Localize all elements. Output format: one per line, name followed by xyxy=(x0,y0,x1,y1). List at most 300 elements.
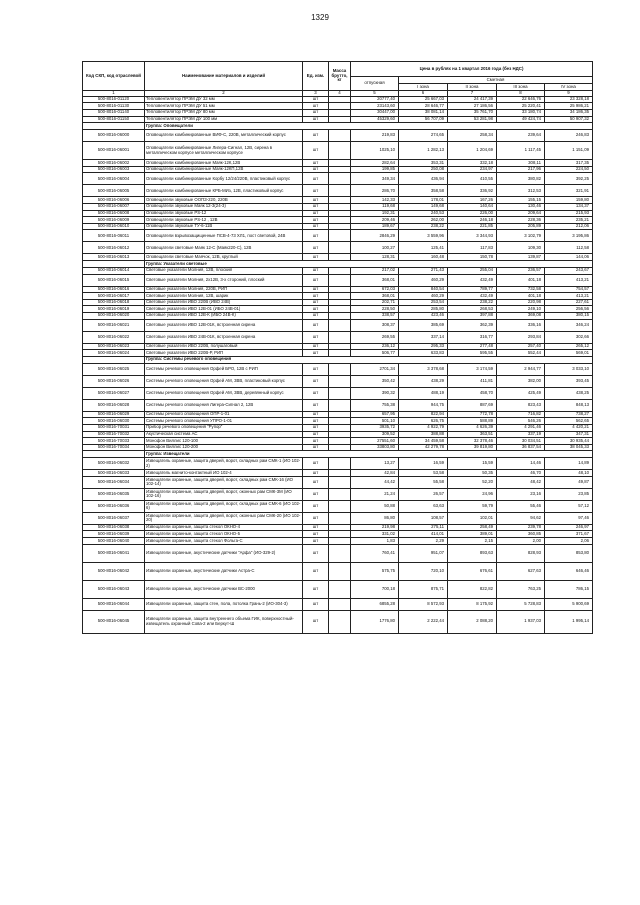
group-code-cell xyxy=(83,260,145,267)
item-price-zone2: 336,92 xyxy=(448,185,497,197)
item-unit: шт xyxy=(303,538,329,545)
item-price-zone2: 887,69 xyxy=(448,399,497,411)
item-unit: шт xyxy=(303,375,329,387)
item-price-zone2: 458,70 xyxy=(448,387,497,399)
item-unit: шт xyxy=(303,173,329,185)
item-price-zone1: 840,54 xyxy=(399,286,448,293)
item-name: Извещатели охранные, акустические датчики "Арфа" (ИО-329-2) xyxy=(145,544,303,562)
item-name: Извещатели охранные, защита дверей, ворот, оконных рам СМК-20 (ИО 102-20) xyxy=(145,512,303,524)
item-price-zone4: 1 995,14 xyxy=(545,610,593,633)
item-unit: шт xyxy=(303,438,329,445)
item-price-zone4: 393,45 xyxy=(545,375,593,387)
item-price-zone4: 2,06 xyxy=(545,538,593,545)
item-price-zone3: 25 220,41 xyxy=(497,103,545,110)
item-mass xyxy=(329,185,351,197)
item-unit: шт xyxy=(303,210,329,217)
item-unit: шт xyxy=(303,242,329,254)
item-price-zone1: 34 459,58 xyxy=(399,438,448,445)
item-mass xyxy=(329,418,351,425)
item-price-zone2: 246,18 xyxy=(448,217,497,224)
item-price-zone3: 220,98 xyxy=(497,299,545,306)
item-mass xyxy=(329,476,351,488)
item-price-zone2: 50,35 xyxy=(448,470,497,477)
item-mass xyxy=(329,444,351,451)
item-retail-price: 700,18 xyxy=(351,580,399,598)
item-unit: шт xyxy=(303,217,329,224)
table-row xyxy=(83,142,593,160)
table-row xyxy=(83,524,593,531)
item-price-zone3: 1 117,45 xyxy=(497,142,545,160)
item-price-zone2: 258,49 xyxy=(448,524,497,531)
item-code: 500-8016-06014 xyxy=(83,267,145,274)
item-price-zone1: 253,54 xyxy=(399,299,448,306)
item-price-zone2: 432,49 xyxy=(448,274,497,286)
item-retail-price: 228,50 xyxy=(351,306,399,313)
item-price-zone1: 414,01 xyxy=(399,531,448,538)
table-row xyxy=(83,488,593,500)
item-price-zone4: 321,91 xyxy=(545,185,593,197)
item-price-zone4: 215,93 xyxy=(545,210,593,217)
item-name: Системы речевого оповещения Орфей БРО, 12В с РИП xyxy=(145,363,303,375)
item-price-zone3: 23,16 xyxy=(497,488,545,500)
table-row xyxy=(83,350,593,357)
column-number: 4 xyxy=(329,91,351,97)
header-zone4: IV зона xyxy=(545,84,593,91)
item-price-zone4: 3 033,10 xyxy=(545,363,593,375)
item-price-zone3: 155,15 xyxy=(497,197,545,204)
item-mass xyxy=(329,96,351,103)
item-price-zone2: 3 344,93 xyxy=(448,230,497,242)
item-price-zone3: 337,19 xyxy=(497,431,545,438)
item-retail-price: 269,55 xyxy=(351,331,399,343)
item-unit: шт xyxy=(303,274,329,286)
item-code: 500-8016-06016 xyxy=(83,286,145,293)
item-retail-price: 350,42 xyxy=(351,375,399,387)
table-row xyxy=(83,424,593,431)
item-code: 500-8016-06025 xyxy=(83,363,145,375)
item-price-zone3: 732,58 xyxy=(497,286,545,293)
item-price-zone2: 2,15 xyxy=(448,538,497,545)
item-price-zone3: 369,08 xyxy=(497,312,545,319)
item-price-zone1: 2 222,44 xyxy=(399,610,448,633)
item-price-zone3: 380,82 xyxy=(497,173,545,185)
table-row xyxy=(83,544,593,562)
item-price-zone4: 224,50 xyxy=(545,166,593,173)
group-title: Группа: Оповещатели xyxy=(145,123,593,130)
item-price-zone1: 3 559,96 xyxy=(399,230,448,242)
item-unit: шт xyxy=(303,343,329,350)
item-unit: шт xyxy=(303,204,329,211)
item-mass xyxy=(329,363,351,375)
item-code: 500-8016-06034 xyxy=(83,476,145,488)
table-row xyxy=(83,197,593,204)
item-price-zone1: 240,53 xyxy=(399,210,448,217)
item-price-zone2: 410,55 xyxy=(448,173,497,185)
item-price-zone4: 14,89 xyxy=(545,458,593,470)
item-price-zone4: 25 986,21 xyxy=(545,103,593,110)
item-retail-price: 2846,29 xyxy=(351,230,399,242)
item-unit: шт xyxy=(303,96,329,103)
item-retail-price: 755,38 xyxy=(351,399,399,411)
item-unit: шт xyxy=(303,110,329,117)
item-mass xyxy=(329,544,351,562)
item-price-zone3: 336,16 xyxy=(497,319,545,331)
item-code: 500-8016-01120 xyxy=(83,96,145,103)
table-row xyxy=(83,438,593,445)
item-price-zone3: 401,18 xyxy=(497,293,545,300)
table-row xyxy=(83,299,593,306)
item-price-zone2: 332,18 xyxy=(448,160,497,167)
item-unit: шт xyxy=(303,363,329,375)
item-price-zone2: 4 626,39 xyxy=(448,424,497,431)
item-price-zone3: 30 034,51 xyxy=(497,438,545,445)
table-row xyxy=(83,610,593,633)
table-row xyxy=(83,331,593,343)
item-unit: шт xyxy=(303,399,329,411)
item-name: Световые указатели ИВО 220В, полушаговый xyxy=(145,343,303,350)
item-unit: шт xyxy=(303,431,329,438)
item-code: 500-8016-06021 xyxy=(83,319,145,331)
item-price-zone2: 389,01 xyxy=(448,531,497,538)
item-code: 500-8016-06000 xyxy=(83,130,145,142)
item-code: 500-8016-06004 xyxy=(83,173,145,185)
item-mass xyxy=(329,424,351,431)
table-row xyxy=(83,267,593,274)
item-price-zone4: 346,24 xyxy=(545,319,593,331)
item-price-zone4: 243,67 xyxy=(545,267,593,274)
table-row xyxy=(83,116,593,123)
item-name: Извещатели охранные, защита стекол ОКНО-5 xyxy=(145,531,303,538)
item-price-zone4: 738,27 xyxy=(545,411,593,418)
item-retail-price: 23143,60 xyxy=(351,103,399,110)
item-price-zone3: 360,85 xyxy=(497,531,545,538)
group-row xyxy=(83,451,593,458)
item-unit: шт xyxy=(303,562,329,580)
item-mass xyxy=(329,319,351,331)
item-code: 500-8016-06045 xyxy=(83,610,145,633)
item-unit: шт xyxy=(303,458,329,470)
item-retail-price: 13,27 xyxy=(351,458,399,470)
item-mass xyxy=(329,438,351,445)
item-name: Световые указатели ИВО 24В-01К, встроенная сирена xyxy=(145,331,303,343)
item-name: Системы речевого оповещения УПРО-1-01 xyxy=(145,418,303,425)
table-header xyxy=(83,62,593,97)
item-mass xyxy=(329,488,351,500)
item-code: 500-8016-06009 xyxy=(83,217,145,224)
item-unit: шт xyxy=(303,267,329,274)
item-unit: шт xyxy=(303,418,329,425)
item-code: 500-8016-06006 xyxy=(83,197,145,204)
item-name: Световые указатели ИВО 12В-К (ИБО 24В-К) xyxy=(145,312,303,319)
item-name: Монофон Виллис 120-100 xyxy=(145,438,303,445)
item-unit: шт xyxy=(303,286,329,293)
item-name: Световые указатели Молния, 12В, плоский xyxy=(145,267,303,274)
item-retail-price: 657,95 xyxy=(351,411,399,418)
item-mass xyxy=(329,173,351,185)
item-price-zone1: 238,22 xyxy=(399,223,448,230)
item-mass xyxy=(329,598,351,610)
item-retail-price: 30447,00 xyxy=(351,110,399,117)
item-retail-price: 202,71 xyxy=(351,299,399,306)
item-unit: шт xyxy=(303,544,329,562)
item-code: 500-8016-06001 xyxy=(83,142,145,160)
item-price-zone2: 3 174,59 xyxy=(448,363,497,375)
table-row xyxy=(83,399,593,411)
item-code: 500-8016-06017 xyxy=(83,293,145,300)
item-unit: шт xyxy=(303,524,329,531)
item-mass xyxy=(329,230,351,242)
header-code: Код СКП, код отраслевой xyxy=(83,62,145,91)
item-price-zone2: 234,97 xyxy=(448,166,497,173)
table-row xyxy=(83,210,593,217)
item-price-zone4: 3 195,86 xyxy=(545,230,593,242)
item-price-zone4: 246,83 xyxy=(545,130,593,142)
item-price-zone2: 150,78 xyxy=(448,254,497,261)
item-mass xyxy=(329,610,351,633)
item-name: Световые указатели ИВО 220В (ИВО 24В) xyxy=(145,299,303,306)
item-mass xyxy=(329,312,351,319)
item-code: 500-8016-06038 xyxy=(83,524,145,531)
item-price-zone3: 239,78 xyxy=(497,524,545,531)
table-row xyxy=(83,500,593,512)
item-price-zone3: 46,70 xyxy=(497,470,545,477)
item-price-zone4: 754,57 xyxy=(545,286,593,293)
column-number: 2 xyxy=(145,91,303,97)
item-unit: шт xyxy=(303,230,329,242)
item-retail-price: 338,57 xyxy=(351,312,399,319)
item-price-zone1: 2,29 xyxy=(399,538,448,545)
item-price-zone3: 205,89 xyxy=(497,223,545,230)
item-retail-price: 128,31 xyxy=(351,254,399,261)
table-row xyxy=(83,319,593,331)
item-code: 500-8016-06011 xyxy=(83,230,145,242)
item-name: Тепловентилятор ПРЭМ ДУ 80 мм xyxy=(145,110,303,117)
table-row xyxy=(83,512,593,524)
item-code: 500-8016-06008 xyxy=(83,210,145,217)
header-zone1: I зона xyxy=(399,84,448,91)
table-row xyxy=(83,130,593,142)
item-price-zone1: 353,31 xyxy=(399,160,448,167)
item-retail-price: 331,02 xyxy=(351,531,399,538)
item-code: 500-8016-06040 xyxy=(83,538,145,545)
item-mass xyxy=(329,160,351,167)
item-mass xyxy=(329,580,351,598)
group-row xyxy=(83,260,593,267)
item-retail-price: 6855,28 xyxy=(351,598,399,610)
item-price-zone3: 228,36 xyxy=(497,217,545,224)
column-number: 5 xyxy=(351,91,399,97)
item-code: 500-8016-06029 xyxy=(83,411,145,418)
table-row xyxy=(83,470,593,477)
item-name: Оповещатели звуковые Маяк 12-3(24-3) xyxy=(145,204,303,211)
item-retail-price: 1025,10 xyxy=(351,142,399,160)
item-price-zone4: 371,67 xyxy=(545,531,593,538)
item-code: 500-8016-06027 xyxy=(83,387,145,399)
item-price-zone1: 271,43 xyxy=(399,267,448,274)
item-unit: шт xyxy=(303,223,329,230)
table-row xyxy=(83,343,593,350)
item-unit: шт xyxy=(303,293,329,300)
table-row xyxy=(83,230,593,242)
item-mass xyxy=(329,197,351,204)
item-mass xyxy=(329,458,351,470)
item-price-zone1: 178,01 xyxy=(399,197,448,204)
item-mass xyxy=(329,242,351,254)
item-price-zone1: 438,29 xyxy=(399,375,448,387)
item-code: 500-8016-70033 xyxy=(83,438,145,445)
item-price-zone4: 438,25 xyxy=(545,387,593,399)
item-price-zone2: 316,77 xyxy=(448,331,497,343)
item-price-zone2: 27 186,56 xyxy=(448,103,497,110)
item-code: 500-8016-06030 xyxy=(83,418,145,425)
item-unit: шт xyxy=(303,306,329,313)
item-price-zone3: 823,43 xyxy=(497,399,545,411)
table-row xyxy=(83,274,593,286)
item-price-zone3: 1 937,03 xyxy=(497,610,545,633)
item-price-zone1: 385,69 xyxy=(399,319,448,331)
item-retail-price: 27551,60 xyxy=(351,438,399,445)
item-price-zone3: 139,87 xyxy=(497,254,545,261)
table-row xyxy=(83,538,593,545)
item-unit: шт xyxy=(303,610,329,633)
item-mass xyxy=(329,210,351,217)
item-code: 500-8016-06024 xyxy=(83,350,145,357)
item-price-zone3: 5 728,83 xyxy=(497,598,545,610)
item-name: Извещатели охранные, защита дверей, ворот, оконных рам СМК-3М (ИО 102-16) xyxy=(145,488,303,500)
item-price-zone2: 432,49 xyxy=(448,293,497,300)
item-price-zone2: 789,77 xyxy=(448,286,497,293)
item-name: Извещатель охранные, защита дверей, ворот, складных рам СМК-1 (ИО 102-2) xyxy=(145,458,303,470)
item-unit: шт xyxy=(303,166,329,173)
item-price-zone1: 16,59 xyxy=(399,458,448,470)
item-retail-price: 1,83 xyxy=(351,538,399,545)
group-title: Группа: Указатели световые xyxy=(145,260,593,267)
item-price-zone3: 55,46 xyxy=(497,500,545,512)
item-retail-price: 760,41 xyxy=(351,544,399,562)
item-code: 500-8016-06042 xyxy=(83,562,145,580)
header-zone2: II зона xyxy=(448,84,497,91)
item-unit: шт xyxy=(303,130,329,142)
item-name: Прибор речевого оповещения "Рупор" xyxy=(145,424,303,431)
item-code: 500-8016-06019 xyxy=(83,306,145,313)
item-price-zone3: 312,53 xyxy=(497,185,545,197)
column-number: 3 xyxy=(303,91,329,97)
item-name: Извещатели охранные, защита стен, пола, потолка Грань-2 (ИО-304-3) xyxy=(145,598,303,610)
item-unit: шт xyxy=(303,350,329,357)
item-price-zone4: 562,65 xyxy=(545,418,593,425)
item-price-zone4: 30 935,44 xyxy=(545,438,593,445)
item-retail-price: 199,85 xyxy=(351,166,399,173)
item-name: Оповещатели комбинированные Маяк-12КП,12В xyxy=(145,166,303,173)
item-unit: шт xyxy=(303,116,329,123)
item-retail-price: 308,37 xyxy=(351,319,399,331)
item-price-zone1: 460,29 xyxy=(399,274,448,286)
table-row xyxy=(83,96,593,103)
item-retail-price: 672,03 xyxy=(351,286,399,293)
table-row xyxy=(83,598,593,610)
item-price-zone3: 3 102,79 xyxy=(497,230,545,242)
group-row xyxy=(83,356,593,363)
item-price-zone1: 358,58 xyxy=(399,185,448,197)
table-row xyxy=(83,458,593,470)
item-price-zone3: 4 291,46 xyxy=(497,424,545,431)
item-price-zone1: 38 081,14 xyxy=(399,110,448,117)
table-row xyxy=(83,431,593,438)
item-price-zone1: 295,33 xyxy=(399,343,448,350)
item-price-zone4: 392,25 xyxy=(545,173,593,185)
item-retail-price: 3935,72 xyxy=(351,424,399,431)
item-price-zone3: 2,00 xyxy=(497,538,545,545)
item-name: Световые указатели ИВО 12В-01 (ИБО 24В-01) xyxy=(145,306,303,313)
table-row xyxy=(83,160,593,167)
item-retail-price: 286,70 xyxy=(351,185,399,197)
item-price-zone3: 249,10 xyxy=(497,306,545,313)
item-retail-price: 192,31 xyxy=(351,210,399,217)
item-name: Оповещатели комбинированные Лигера-Сигнал, 12В, сирена в металлическом корпусе металлическом корпусе xyxy=(145,142,303,160)
item-price-zone1: 56 707,09 xyxy=(399,116,448,123)
item-price-zone3: 763,25 xyxy=(497,580,545,598)
item-price-zone1: 944,75 xyxy=(399,399,448,411)
item-price-zone3: 552,44 xyxy=(497,350,545,357)
item-price-zone1: 42 279,78 xyxy=(399,444,448,451)
table-row xyxy=(83,217,593,224)
item-price-zone3: 2 944,77 xyxy=(497,363,545,375)
item-price-zone4: 1 151,09 xyxy=(545,142,593,160)
item-name: Монофон Виллис 120-200 xyxy=(145,444,303,451)
page-number: 1329 xyxy=(311,13,329,22)
item-price-zone3: 828,93 xyxy=(497,544,545,562)
item-price-zone4: 569,01 xyxy=(545,350,593,357)
item-price-zone4: 38 045,33 xyxy=(545,444,593,451)
item-mass xyxy=(329,130,351,142)
item-price-zone4: 57,12 xyxy=(545,500,593,512)
item-price-zone4: 23 328,18 xyxy=(545,96,593,103)
item-unit: шт xyxy=(303,580,329,598)
item-price-zone1: 3 378,68 xyxy=(399,363,448,375)
item-price-zone2: 167,26 xyxy=(448,197,497,204)
item-code: 500-8016-70031 xyxy=(83,424,145,431)
item-price-zone4: 212,06 xyxy=(545,223,593,230)
item-mass xyxy=(329,431,351,438)
item-mass xyxy=(329,204,351,211)
item-price-zone2: 2 088,20 xyxy=(448,610,497,633)
item-price-zone3: 217,96 xyxy=(497,166,545,173)
item-price-zone1: 875,71 xyxy=(399,580,448,598)
column-number: 8 xyxy=(497,91,545,97)
item-price-zone1: 720,10 xyxy=(399,562,448,580)
item-price-zone4: 853,80 xyxy=(545,544,593,562)
item-retail-price: 368,01 xyxy=(351,274,399,286)
column-number: 1 xyxy=(83,91,145,97)
item-code: 500-8016-06043 xyxy=(83,580,145,598)
item-mass xyxy=(329,223,351,230)
item-price-zone2: 39 819,80 xyxy=(448,444,497,451)
item-mass xyxy=(329,267,351,274)
item-price-zone4: 646,46 xyxy=(545,562,593,580)
item-code: 500-8016-06035 xyxy=(83,488,145,500)
item-code: 500-8016-06003 xyxy=(83,166,145,173)
item-price-zone1: 822,94 xyxy=(399,411,448,418)
item-name: Оповещатели комбинированные Маяк-12К,12В xyxy=(145,160,303,167)
item-price-zone3: 48,42 xyxy=(497,476,545,488)
item-price-zone1: 436,94 xyxy=(399,173,448,185)
item-retail-price: 575,75 xyxy=(351,562,399,580)
item-price-zone1: 275,11 xyxy=(399,524,448,531)
item-name: Извещатели охранные, защита стекол Фольга-С xyxy=(145,538,303,545)
item-retail-price: 20777,40 xyxy=(351,96,399,103)
item-mass xyxy=(329,387,351,399)
item-mass xyxy=(329,524,351,531)
